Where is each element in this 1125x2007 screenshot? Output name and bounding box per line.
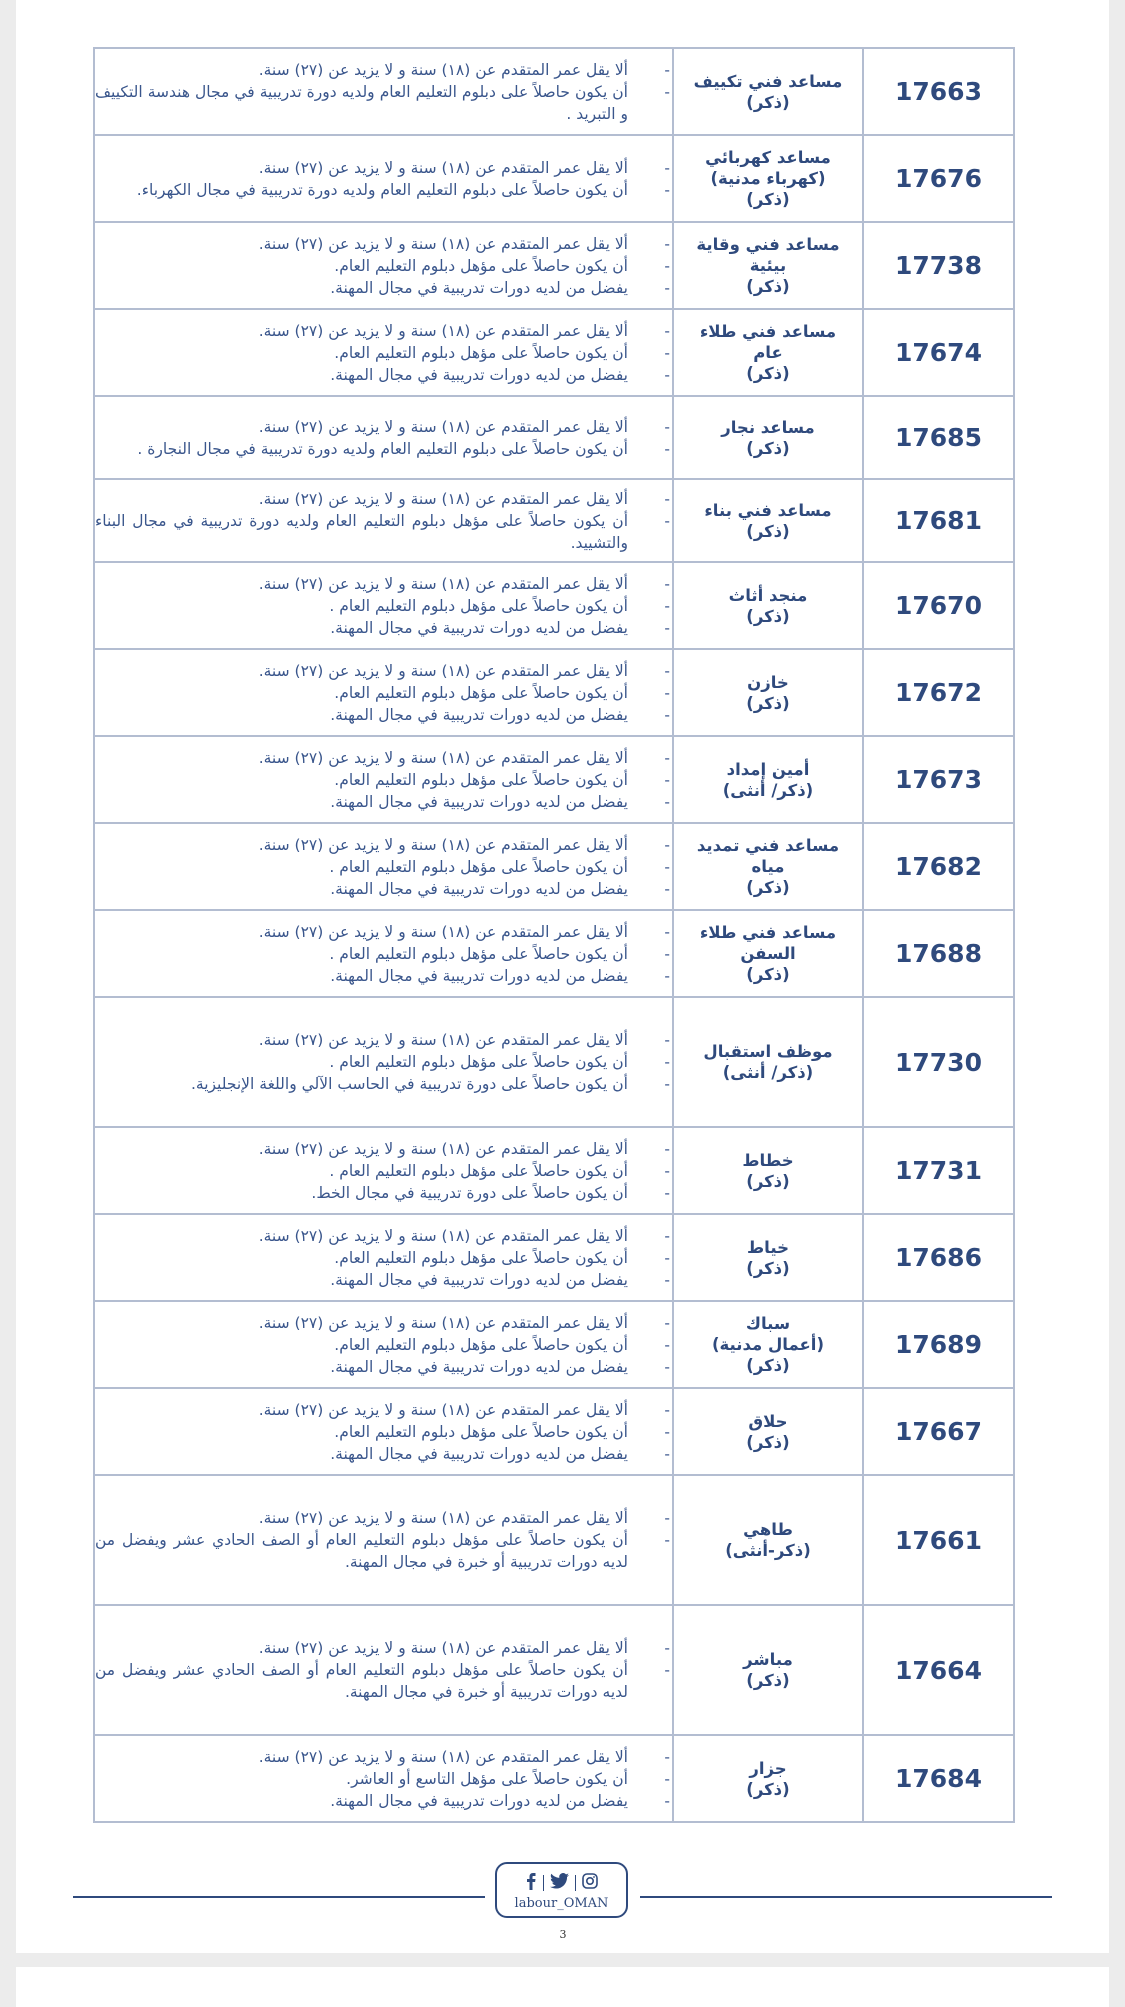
- requirement-item: - أن يكون حاصلاً على دبلوم التعليم العام ولديه دورة تدريبية في مجال الكهرباء.: [95, 179, 672, 201]
- footer-line-left: [73, 1896, 485, 1898]
- next-page-edge: [16, 1967, 1109, 2007]
- job-title-line: (ذكر): [746, 438, 790, 458]
- job-title-line: (ذكر): [746, 1356, 790, 1375]
- requirement-item: - أن يكون حاصلاً على مؤهل دبلوم التعليم العام.: [95, 1421, 672, 1443]
- job-title: [673, 1388, 863, 1475]
- social-handle[interactable]: labour_OMAN: [514, 1896, 609, 1911]
- job-row: [94, 135, 1014, 222]
- footer-line-right: [640, 1896, 1052, 1898]
- requirement-item: - أن يكون حاصلاً على مؤهل دبلوم التعليم العام.: [95, 769, 672, 791]
- job-requirements: [94, 910, 673, 997]
- job-title-line: مساعد فني وقاية: [696, 235, 840, 254]
- requirement-item: - أن يكون حاصلاً على دورة تدريبية في الحاسب الآلي واللغة الإنجليزية.: [95, 1073, 672, 1095]
- social-media-box: [495, 1862, 628, 1918]
- job-requirements: [94, 1214, 673, 1301]
- requirement-item: - ألا يقل عمر المتقدم عن (١٨) سنة و لا يزيد عن (٢٧) سنة.: [95, 416, 672, 438]
- requirement-item: - أن يكون حاصلاً على مؤهل دبلوم التعليم العام.: [95, 1334, 672, 1356]
- requirement-item: - ألا يقل عمر المتقدم عن (١٨) سنة و لا يزيد عن (٢٧) سنة.: [95, 921, 672, 943]
- requirement-item: - يفضل من لديه دورات تدريبية في مجال المهنة.: [95, 1269, 672, 1291]
- job-requirements: [94, 1475, 673, 1605]
- job-code: 17684: [863, 1735, 1014, 1822]
- requirement-item: - ألا يقل عمر المتقدم عن (١٨) سنة و لا يزيد عن (٢٧) سنة.: [95, 157, 672, 179]
- requirement-item: - أن يكون حاصلاً على دبلوم التعليم العام ولديه دورة تدريبية في مجال هندسة التكييف و التبريد .: [95, 81, 672, 125]
- requirement-item: - ألا يقل عمر المتقدم عن (١٨) سنة و لا يزيد عن (٢٧) سنة.: [95, 320, 672, 342]
- job-code: 17681: [863, 479, 1014, 562]
- job-title: [673, 562, 863, 649]
- job-code: 17689: [863, 1301, 1014, 1388]
- requirement-item: - ألا يقل عمر المتقدم عن (١٨) سنة و لا يزيد عن (٢٧) سنة.: [95, 1507, 672, 1529]
- requirement-item: - ألا يقل عمر المتقدم عن (١٨) سنة و لا يزيد عن (٢٧) سنة.: [95, 1746, 672, 1768]
- job-title-line: مساعد نجار: [721, 417, 815, 437]
- twitter-icon[interactable]: [550, 1873, 569, 1893]
- requirement-item: - ألا يقل عمر المتقدم عن (١٨) سنة و لا يزيد عن (٢٧) سنة.: [95, 660, 672, 682]
- job-title: [673, 1475, 863, 1605]
- job-row: [94, 1214, 1014, 1301]
- job-code: 17661: [863, 1475, 1014, 1605]
- job-title-line: مباشر: [743, 1650, 793, 1669]
- icon-separator: [575, 1875, 576, 1891]
- job-title-line: (ذكر): [746, 878, 790, 897]
- job-title: [673, 135, 863, 222]
- requirement-item: - ألا يقل عمر المتقدم عن (١٨) سنة و لا يزيد عن (٢٧) سنة.: [95, 834, 672, 856]
- requirement-item: - أن يكون حاصلاً على مؤهل التاسع أو العاشر.: [95, 1768, 672, 1790]
- requirement-item: - يفضل من لديه دورات تدريبية في مجال المهنة.: [95, 965, 672, 987]
- job-title-line: عام: [753, 343, 783, 362]
- job-requirements: [94, 396, 673, 479]
- job-title-line: مياه: [751, 857, 785, 876]
- job-title: [673, 910, 863, 997]
- requirement-item: - أن يكون حاصلاً على دورة تدريبية في مجال الخط.: [95, 1182, 672, 1204]
- job-row: [94, 479, 1014, 562]
- requirement-item: - يفضل من لديه دورات تدريبية في مجال المهنة.: [95, 617, 672, 639]
- job-row: [94, 1127, 1014, 1214]
- job-requirements: [94, 135, 673, 222]
- job-title: [673, 736, 863, 823]
- requirement-item: - ألا يقل عمر المتقدم عن (١٨) سنة و لا يزيد عن (٢٧) سنة.: [95, 1225, 672, 1247]
- requirement-item: - ألا يقل عمر المتقدم عن (١٨) سنة و لا يزيد عن (٢٧) سنة.: [95, 59, 672, 81]
- requirement-item: - ألا يقل عمر المتقدم عن (١٨) سنة و لا يزيد عن (٢٧) سنة.: [95, 1029, 672, 1051]
- requirements-list: [95, 320, 672, 386]
- job-requirements: [94, 309, 673, 396]
- job-requirements: [94, 649, 673, 736]
- job-code: 17676: [863, 135, 1014, 222]
- job-requirements: [94, 1605, 673, 1735]
- job-title-line: (ذكر): [746, 277, 790, 296]
- requirement-item: - يفضل من لديه دورات تدريبية في مجال المهنة.: [95, 878, 672, 900]
- job-row: [94, 396, 1014, 479]
- requirements-list: [95, 1225, 672, 1291]
- requirement-item: - أن يكون حاصلاً على مؤهل دبلوم التعليم العام ولديه دورة تدريبية في مجال البناء والتشييد.: [95, 510, 672, 554]
- requirement-item: - أن يكون حاصلاً على مؤهل دبلوم التعليم العام أو الصف الحادي عشر ويفضل من لديه دورات تدريبية أو خبرة في مجال المهنة.: [95, 1659, 672, 1703]
- job-row: [94, 1301, 1014, 1388]
- requirement-item: - ألا يقل عمر المتقدم عن (١٨) سنة و لا يزيد عن (٢٧) سنة.: [95, 1637, 672, 1659]
- requirements-list: [95, 1746, 672, 1812]
- requirement-item: - يفضل من لديه دورات تدريبية في مجال المهنة.: [95, 277, 672, 299]
- job-title-line: (ذكر): [746, 1171, 790, 1191]
- job-row: [94, 562, 1014, 649]
- job-title-line: (ذكر): [746, 965, 790, 984]
- requirement-item: - يفضل من لديه دورات تدريبية في مجال المهنة.: [95, 364, 672, 386]
- job-code: 17670: [863, 562, 1014, 649]
- job-title: [673, 1214, 863, 1301]
- job-title-line: (ذكر-أنثى): [725, 1541, 811, 1560]
- job-title: [673, 997, 863, 1127]
- job-code: 17688: [863, 910, 1014, 997]
- requirement-item: - أن يكون حاصلاً على مؤهل دبلوم التعليم العام أو الصف الحادي عشر ويفضل من لديه دورات تدريبية أو خبرة في مجال المهنة.: [95, 1529, 672, 1573]
- job-row: [94, 910, 1014, 997]
- job-title-line: (ذكر): [746, 1779, 790, 1799]
- job-title-line: (ذكر): [746, 521, 790, 541]
- job-title-line: بيئية: [749, 256, 787, 275]
- job-requirements: [94, 736, 673, 823]
- job-row: [94, 1735, 1014, 1822]
- job-code: 17672: [863, 649, 1014, 736]
- requirement-item: - ألا يقل عمر المتقدم عن (١٨) سنة و لا يزيد عن (٢٧) سنة.: [95, 1399, 672, 1421]
- job-code: 17664: [863, 1605, 1014, 1735]
- job-title-line: (أعمال مدنية): [711, 1335, 824, 1354]
- requirement-item: - أن يكون حاصلاً على مؤهل دبلوم التعليم العام.: [95, 255, 672, 277]
- requirements-list: [95, 573, 672, 639]
- requirements-list: [95, 157, 672, 201]
- job-code: 17663: [863, 48, 1014, 135]
- icon-separator: [543, 1875, 544, 1891]
- job-title-line: حلاق: [748, 1411, 788, 1431]
- requirement-item: - ألا يقل عمر المتقدم عن (١٨) سنة و لا يزيد عن (٢٧) سنة.: [95, 573, 672, 595]
- job-code: 17673: [863, 736, 1014, 823]
- job-title-line: مساعد فني بناء: [704, 500, 832, 520]
- job-title-line: خطاط: [742, 1150, 794, 1170]
- job-title: [673, 1605, 863, 1735]
- job-title-line: (ذكر): [746, 190, 790, 209]
- job-title-line: أمين إمداد: [726, 759, 810, 779]
- job-title-line: خياط: [747, 1237, 789, 1257]
- requirement-item: - أن يكون حاصلاً على مؤهل دبلوم التعليم العام .: [95, 943, 672, 965]
- job-code: 17730: [863, 997, 1014, 1127]
- requirements-list: [95, 1399, 672, 1465]
- requirement-item: - ألا يقل عمر المتقدم عن (١٨) سنة و لا يزيد عن (٢٧) سنة.: [95, 233, 672, 255]
- job-title: [673, 479, 863, 562]
- requirements-list: [95, 416, 672, 460]
- job-row: [94, 1605, 1014, 1735]
- requirement-item: - يفضل من لديه دورات تدريبية في مجال المهنة.: [95, 1356, 672, 1378]
- instagram-icon[interactable]: [582, 1873, 598, 1893]
- requirement-item: - يفضل من لديه دورات تدريبية في مجال المهنة.: [95, 704, 672, 726]
- requirements-list: [95, 233, 672, 299]
- job-row: [94, 649, 1014, 736]
- job-title-line: خازن: [747, 672, 789, 692]
- job-requirements: [94, 562, 673, 649]
- job-code: 17682: [863, 823, 1014, 910]
- requirement-item: - أن يكون حاصلاً على دبلوم التعليم العام ولديه دورة تدريبية في مجال النجارة .: [95, 438, 672, 460]
- job-title: [673, 396, 863, 479]
- job-row: [94, 1475, 1014, 1605]
- job-title: [673, 649, 863, 736]
- requirement-item: - أن يكون حاصلاً على مؤهل دبلوم التعليم العام .: [95, 1051, 672, 1073]
- job-title-line: (ذكر): [746, 1258, 790, 1278]
- job-title-line: (ذكر): [746, 364, 790, 383]
- requirements-list: [95, 660, 672, 726]
- requirements-list: [95, 1138, 672, 1204]
- job-code: 17674: [863, 309, 1014, 396]
- job-row: [94, 309, 1014, 396]
- requirements-list: [95, 488, 672, 554]
- job-title: [673, 1301, 863, 1388]
- job-code: 17738: [863, 222, 1014, 309]
- requirement-item: - ألا يقل عمر المتقدم عن (١٨) سنة و لا يزيد عن (٢٧) سنة.: [95, 747, 672, 769]
- job-requirements: [94, 479, 673, 562]
- requirement-item: - أن يكون حاصلاً على مؤهل دبلوم التعليم العام .: [95, 856, 672, 878]
- requirement-item: - أن يكون حاصلاً على مؤهل دبلوم التعليم العام.: [95, 342, 672, 364]
- job-row: [94, 823, 1014, 910]
- job-title: [673, 823, 863, 910]
- job-title: [673, 48, 863, 135]
- job-title-line: السفن: [740, 944, 796, 963]
- job-row: [94, 736, 1014, 823]
- page-number: 3: [559, 1928, 567, 1941]
- job-title-line: (ذكر): [746, 606, 790, 626]
- requirement-item: - أن يكون حاصلاً على مؤهل دبلوم التعليم العام.: [95, 682, 672, 704]
- requirement-item: - أن يكون حاصلاً على مؤهل دبلوم التعليم العام .: [95, 595, 672, 617]
- requirement-item: - أن يكون حاصلاً على مؤهل دبلوم التعليم العام .: [95, 1160, 672, 1182]
- job-code: 17731: [863, 1127, 1014, 1214]
- job-title: [673, 1735, 863, 1822]
- requirement-item: - يفضل من لديه دورات تدريبية في مجال المهنة.: [95, 1443, 672, 1465]
- job-requirements: [94, 823, 673, 910]
- requirements-list: [95, 747, 672, 813]
- job-row: [94, 222, 1014, 309]
- requirement-item: - يفضل من لديه دورات تدريبية في مجال المهنة.: [95, 791, 672, 813]
- job-title-line: (ذكر/ أنثى): [722, 1063, 814, 1082]
- job-code: 17685: [863, 396, 1014, 479]
- requirement-item: - ألا يقل عمر المتقدم عن (١٨) سنة و لا يزيد عن (٢٧) سنة.: [95, 488, 672, 510]
- requirements-list: [95, 1507, 672, 1573]
- job-title-line: مساعد كهربائي: [705, 148, 831, 167]
- requirements-list: [95, 1312, 672, 1378]
- requirement-item: - يفضل من لديه دورات تدريبية في مجال المهنة.: [95, 1790, 672, 1812]
- job-title-line: (ذكر/ أنثى): [722, 780, 814, 800]
- job-title-line: موظف استقبال: [703, 1042, 833, 1061]
- job-title-line: (كهرباء مدنية): [710, 169, 826, 188]
- job-requirements: [94, 1735, 673, 1822]
- requirements-list: [95, 1029, 672, 1095]
- job-row: [94, 1388, 1014, 1475]
- job-title-line: (ذكر): [746, 693, 790, 713]
- job-requirements: [94, 1388, 673, 1475]
- job-row: [94, 48, 1014, 135]
- job-title-line: طاهي: [743, 1520, 793, 1539]
- requirement-item: - ألا يقل عمر المتقدم عن (١٨) سنة و لا يزيد عن (٢٧) سنة.: [95, 1138, 672, 1160]
- job-title-line: مساعد فني تكييف: [693, 71, 843, 91]
- job-requirements: [94, 222, 673, 309]
- job-title-line: (ذكر): [746, 92, 790, 112]
- job-title-line: سباك: [745, 1314, 791, 1333]
- requirements-list: [95, 834, 672, 900]
- job-title-line: (ذكر): [746, 1671, 790, 1690]
- job-requirements: [94, 48, 673, 135]
- job-title: [673, 222, 863, 309]
- requirements-list: [95, 921, 672, 987]
- job-requirements: [94, 997, 673, 1127]
- job-code: 17667: [863, 1388, 1014, 1475]
- jobs-table: [93, 47, 1015, 1823]
- requirement-item: - أن يكون حاصلاً على مؤهل دبلوم التعليم العام.: [95, 1247, 672, 1269]
- job-row: [94, 997, 1014, 1127]
- job-code: 17686: [863, 1214, 1014, 1301]
- job-title: [673, 1127, 863, 1214]
- job-requirements: [94, 1127, 673, 1214]
- job-title-line: مساعد فني تمديد: [696, 836, 840, 855]
- job-title-line: منجد أثاث: [728, 585, 808, 605]
- requirements-list: [95, 59, 672, 125]
- requirement-item: - ألا يقل عمر المتقدم عن (١٨) سنة و لا يزيد عن (٢٧) سنة.: [95, 1312, 672, 1334]
- requirements-list: [95, 1637, 672, 1703]
- job-title: [673, 309, 863, 396]
- job-title-line: مساعد فني طلاء: [699, 322, 837, 341]
- job-title-line: جزار: [749, 1758, 787, 1778]
- job-title-line: مساعد فني طلاء: [699, 923, 837, 942]
- facebook-icon[interactable]: [525, 1873, 537, 1894]
- job-title-line: (ذكر): [746, 1432, 790, 1452]
- job-requirements: [94, 1301, 673, 1388]
